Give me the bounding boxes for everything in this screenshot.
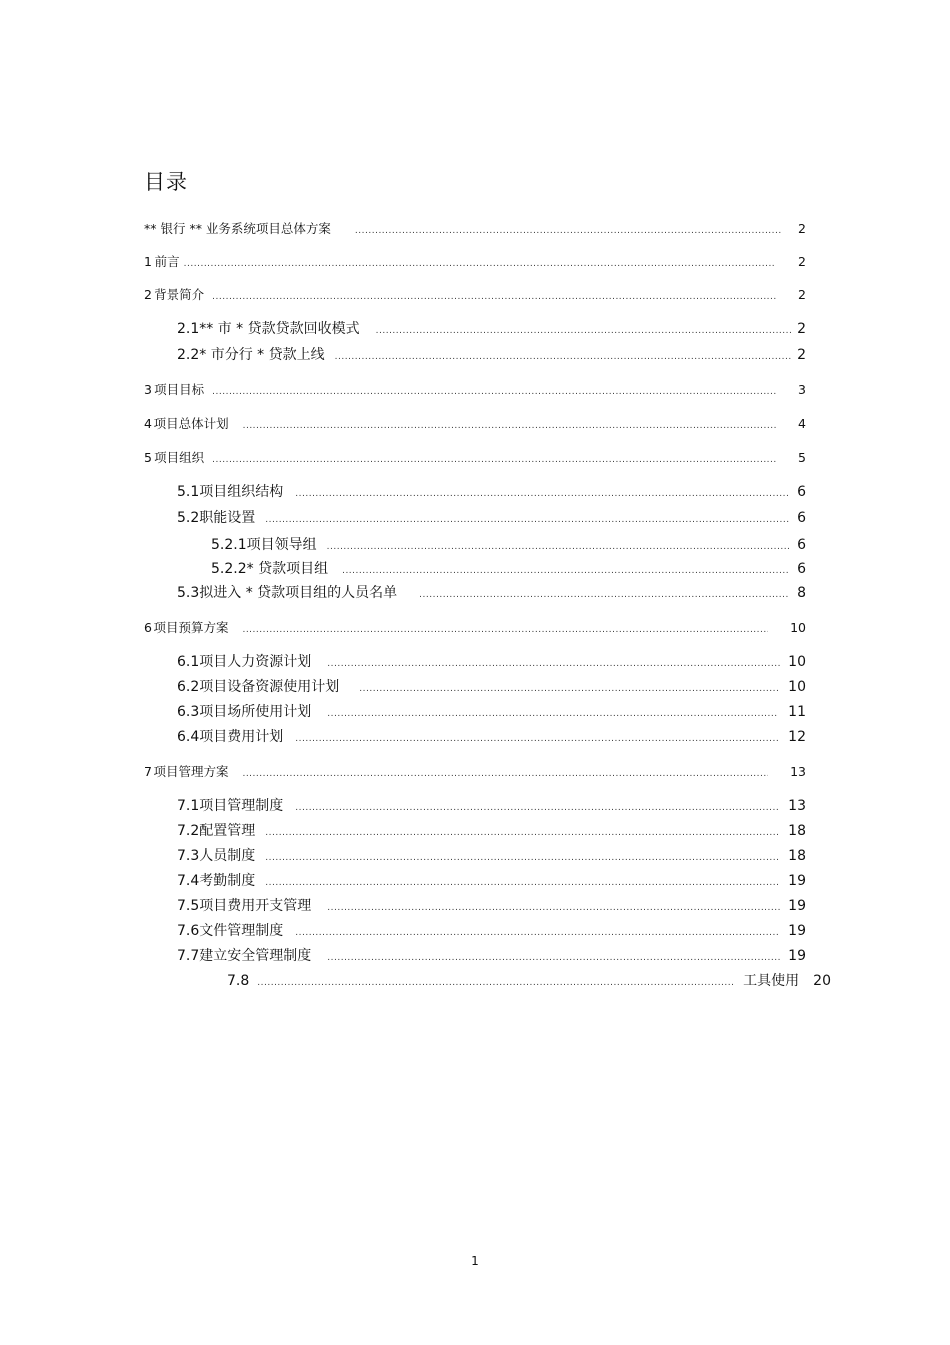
toc-entry-page: 4 [798,416,806,431]
toc-entry-number: 7.7 [177,948,200,964]
toc-leader-dots [359,680,780,698]
toc-entry-number: 2.1 [177,321,200,337]
toc-entry-text: 项目费用开支管理 [199,898,312,914]
toc-entry-page: 3 [798,382,806,397]
toc-leader-dots [295,730,780,748]
toc-leader-dots [327,899,780,917]
toc-entry-page: 5 [798,450,806,465]
toc-leader-dots [212,288,776,306]
toc-leader-dots [265,824,780,842]
toc-leader-dots [295,799,780,817]
toc-entry-text: 拟进入 * 贷款项目组的人员名单 [199,585,398,601]
toc-entry-number: 1 [144,254,152,269]
toc-entry-number: 6.3 [177,704,200,720]
toc-entry-number: 5.2.2 [211,561,247,577]
toc-entry-number: 5.2 [177,510,200,526]
toc-entry-text: 项目组织结构 [199,484,284,500]
toc-entry-text: 建立安全管理制度 [199,948,312,964]
toc-leader-dots [327,655,780,673]
toc-entry-page: 2 [797,347,806,363]
toc-entry-number: 6.2 [177,679,200,695]
toc-entry[interactable] [177,483,806,501]
toc-entry[interactable] [177,653,806,671]
toc-entry-page: 11 [788,704,806,720]
toc-entry[interactable] [211,560,806,578]
toc-entry-text: 背景简介 [154,287,205,302]
toc-entry-page: 20 [813,973,831,989]
toc-leader-dots [327,538,789,556]
toc-entry-page: 10 [790,620,806,635]
toc-leader-dots [212,451,776,469]
toc-entry-text: 考勤制度 [199,873,256,889]
toc-entry[interactable] [144,415,806,433]
toc-entry-number: 3 [144,382,152,397]
toc-entry-text: 项目管理方案 [153,764,229,779]
toc-entry-number: 5.3 [177,585,200,601]
toc-leader-dots [335,348,791,366]
toc-leader-dots [419,586,789,604]
toc-entry-number: 7.6 [177,923,200,939]
toc-entry-text: 项目组织 [154,450,205,465]
toc-entry-text: 人员制度 [199,848,256,864]
toc-entry[interactable] [177,703,806,721]
toc-entry-text: * 市分行 * 贷款上线 [199,347,325,363]
toc-entry-number: 7 [144,764,152,779]
toc-entry-text: 项目预算方案 [153,620,229,635]
toc-entry[interactable] [144,381,806,399]
toc-entry-number: 5 [144,450,152,465]
toc-leader-dots [355,222,782,240]
toc-entry-text: ** 市 * 贷款贷款回收模式 [199,321,360,337]
toc-entry-page: 13 [790,764,806,779]
toc-entry-text: 项目管理制度 [199,798,284,814]
toc-entry-text: 项目总体计划 [153,416,229,431]
toc-entry[interactable] [177,509,806,527]
toc-leader-dots [242,621,768,639]
toc-entry-number: 6.1 [177,654,200,670]
toc-entry-number: 2 [144,287,152,302]
toc-entry-text: 项目费用计划 [199,729,284,745]
toc-entry-text: 职能设置 [199,510,256,526]
toc-entry-page: 6 [797,537,806,553]
page-number: 1 [471,1254,479,1268]
toc-entry-number: 7.5 [177,898,200,914]
toc-entry[interactable] [144,253,806,271]
toc-leader-dots [265,511,789,529]
toc-entry[interactable] [177,822,806,840]
toc-entry-text: 项目目标 [154,382,205,397]
toc-entry-page: 2 [797,321,806,337]
toc-entry[interactable] [177,872,806,890]
toc-entry[interactable] [144,220,806,238]
toc-entry-text: 工具使用 [743,973,800,989]
toc-entry[interactable] [177,728,806,746]
toc-leader-dots [327,949,780,967]
toc-entry-text: 项目设备资源使用计划 [199,679,340,695]
toc-entry[interactable] [144,763,806,781]
toc-entry-number: 7.4 [177,873,200,889]
toc-leader-dots [265,874,780,892]
toc-entry-number: 5.2.1 [211,537,247,553]
toc-entry[interactable] [177,346,806,364]
toc-leader-dots [295,485,789,503]
toc-entry-number: 2.2 [177,347,200,363]
toc-entry-page: 6 [797,484,806,500]
toc-leader-dots [295,924,780,942]
toc-title: 目录 [144,170,188,194]
toc-leader-dots [184,255,776,273]
toc-leader-dots [327,705,778,723]
toc-entry-number: 7.1 [177,798,200,814]
toc-entry[interactable] [177,947,806,965]
toc-entry-text: 前言 [154,254,180,269]
toc-entry-number: 6 [144,620,152,635]
toc-entry-number: 5.1 [177,484,200,500]
toc-leader-dots [243,417,776,435]
toc-entry[interactable] [227,972,831,990]
toc-entry-page: 8 [797,585,806,601]
toc-leader-dots [257,974,733,992]
toc-entry-number: 6.4 [177,729,200,745]
toc-entry-text: 项目领导组 [246,537,317,553]
toc-entry-page: 2 [798,287,806,302]
toc-entry[interactable] [177,678,806,696]
toc-entry-page: 2 [798,254,806,269]
toc-entry-page: 12 [788,729,806,745]
toc-entry[interactable] [144,619,806,637]
toc-entry-page: 10 [788,679,806,695]
toc-entry-page: 18 [788,823,806,839]
toc-entry-page: 19 [788,898,806,914]
toc-entry-page: 19 [788,948,806,964]
toc-entry[interactable] [144,449,806,467]
toc-leader-dots [342,562,789,580]
toc-leader-dots [242,765,768,783]
toc-entry-page: 10 [788,654,806,670]
toc-entry-number: 4 [144,416,152,431]
toc-entry[interactable] [211,536,806,554]
toc-entry[interactable] [177,320,806,338]
toc-entry-number: 7.2 [177,823,200,839]
toc-entry[interactable] [177,847,806,865]
toc-entry-page: 2 [798,221,806,236]
toc-entry-page: 6 [797,561,806,577]
toc-leader-dots [376,322,791,340]
toc-entry-number: 7.8 [227,973,250,989]
toc-entry-page: 18 [788,848,806,864]
toc-entry-page: 13 [788,798,806,814]
toc-entry-page: 19 [788,923,806,939]
toc-entry[interactable] [177,584,806,602]
toc-entry-page: 19 [788,873,806,889]
toc-entry-text: 项目场所使用计划 [199,704,312,720]
toc-entry[interactable] [144,286,806,304]
toc-entry-text: * 贷款项目组 [246,561,329,577]
toc-entry[interactable] [177,797,806,815]
toc-entry[interactable] [177,897,806,915]
toc-entry-text: 项目人力资源计划 [199,654,312,670]
toc-leader-dots [212,383,776,401]
toc-entry-text: 配置管理 [199,823,256,839]
toc-leader-dots [265,849,780,867]
toc-entry-text: 文件管理制度 [199,923,284,939]
toc-entry[interactable] [177,922,806,940]
toc-entry-text: ** 银行 ** 业务系统项目总体方案 [144,221,331,236]
toc-entry-number: 7.3 [177,848,200,864]
toc-entry-page: 6 [797,510,806,526]
